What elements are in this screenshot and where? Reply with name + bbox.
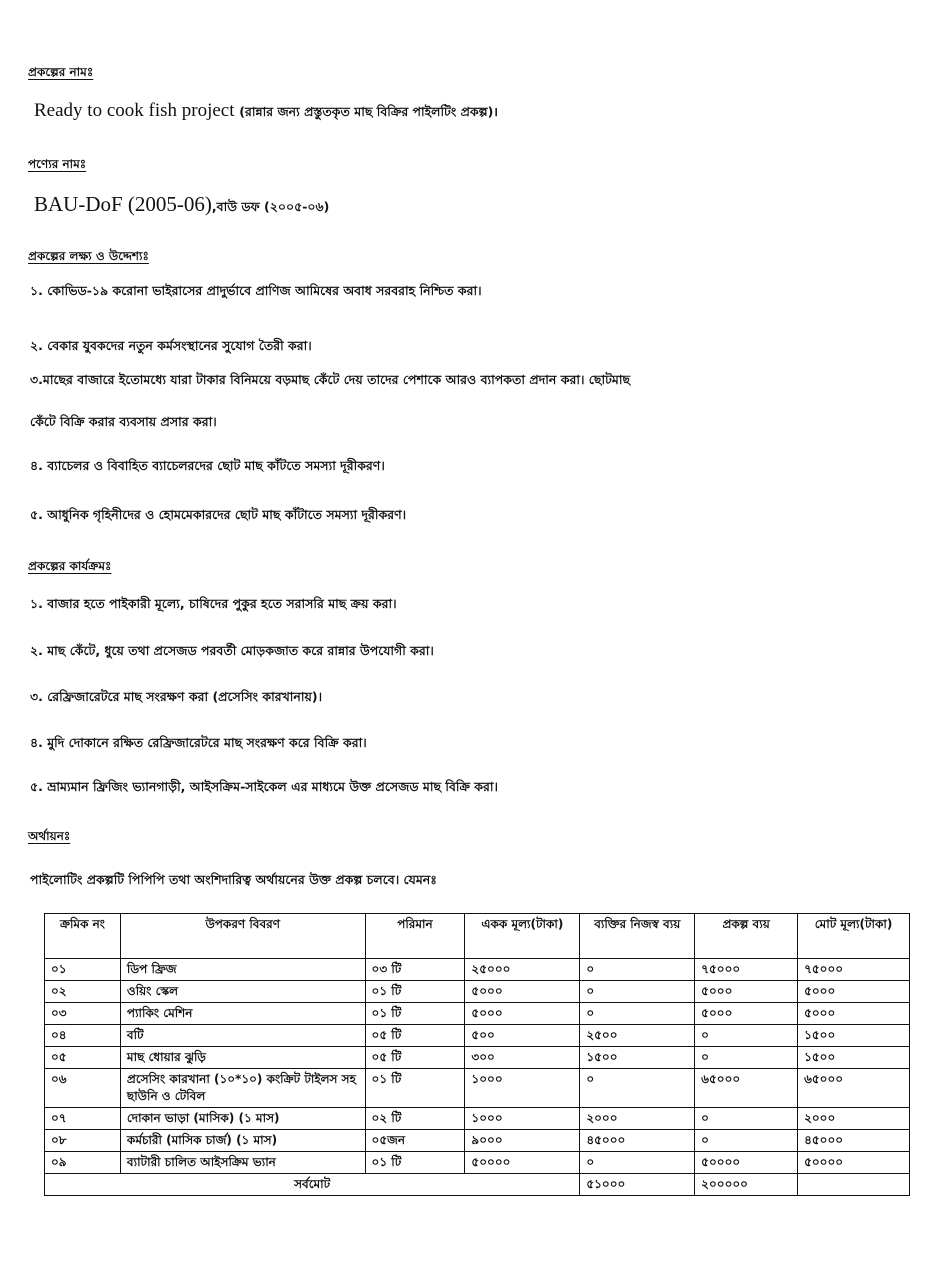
product-name-heading: পণ্যের নামঃ bbox=[28, 157, 87, 171]
cell-total-price: ১৫০০ bbox=[798, 1025, 910, 1047]
cell-project-cost: ৬৫০০০ bbox=[695, 1069, 798, 1108]
product-name-english: BAU-DoF (2005-06) bbox=[34, 192, 212, 216]
activity-item: ৩. রেফ্রিজারেটরে মাছ সংরক্ষণ করা (প্রসেসিং কারখানায়)। bbox=[30, 689, 323, 704]
cell-unit-price: ৯০০০ bbox=[465, 1130, 580, 1152]
cell-project-cost: ৭৫০০০ bbox=[695, 959, 798, 981]
table-row bbox=[45, 1130, 910, 1152]
objective-item-continuation: কেঁটে বিক্রি করার ব্যবসায় প্রসার করা। bbox=[30, 414, 217, 429]
objective-item: ৪. ব্যাচেলর ও বিবাহিত ব্যাচেলরদের ছোট মাছ কাঁটতে সমস্যা দূরীকরণ। bbox=[30, 458, 385, 473]
table-row bbox=[45, 1108, 910, 1130]
cell-unit-price: ১০০০ bbox=[465, 1108, 580, 1130]
cell-own-cost: ০ bbox=[580, 959, 695, 981]
cell-project-cost: ০ bbox=[695, 1025, 798, 1047]
table-row bbox=[45, 1152, 910, 1174]
cell-unit-price: ৩০০ bbox=[465, 1047, 580, 1069]
cell-unit-price: ৫০০০ bbox=[465, 1003, 580, 1025]
cell-project-cost: ৫০০০ bbox=[695, 981, 798, 1003]
activity-item: ৪. মুদি দোকানে রক্ষিত রেফ্রিজারেটরে মাছ সংরক্ষণ করে বিক্রি করা। bbox=[30, 735, 367, 750]
financing-heading: অর্থায়নঃ bbox=[28, 829, 71, 843]
activity-item: ১. বাজার হতে পাইকারী মূল্যে, চাষিদের পুকুর হতে সরাসরি মাছ ক্রয় করা। bbox=[30, 596, 397, 611]
cell-project-cost: ০ bbox=[695, 1108, 798, 1130]
header-quantity: পরিমান bbox=[365, 914, 465, 959]
table-row bbox=[45, 1003, 910, 1025]
financing-text: পাইলোটিং প্রকল্পটি পিপিপি তথা অংশিদারিত্ব অর্থায়নের উক্ত প্রকল্প চলবে। যেমনঃ bbox=[30, 872, 437, 887]
cell-own-cost: ০ bbox=[580, 1152, 695, 1174]
cell-serial: ০৪ bbox=[45, 1025, 121, 1047]
cell-serial: ০২ bbox=[45, 981, 121, 1003]
activity-item: ৫. ভ্রাম্যমান ফ্রিজিং ভ্যানগাড়ী, আইসক্রিম-সাইকেল এর মাধ্যমে উক্ত প্রসেজড মাছ বিক্রি করা। bbox=[30, 779, 499, 794]
cell-total-price: ১৫০০ bbox=[798, 1047, 910, 1069]
product-name-bengali: ,বাউ ডফ (২০০৫-০৬) bbox=[211, 199, 330, 214]
cell-description: বটি bbox=[120, 1025, 365, 1047]
header-own-cost: ব্যক্তির নিজস্ব ব্যয় bbox=[580, 914, 695, 959]
cell-description: ডিপ ফ্রিজ bbox=[120, 959, 365, 981]
cell-project-cost: ৫০০০০ bbox=[695, 1152, 798, 1174]
cell-total-price: ৭৫০০০ bbox=[798, 959, 910, 981]
cell-unit-price: ২৫০০০ bbox=[465, 959, 580, 981]
cell-total-price: ৫০০০ bbox=[798, 981, 910, 1003]
header-description: উপকরণ বিবরণ bbox=[120, 914, 365, 959]
cell-own-cost: ০ bbox=[580, 1003, 695, 1025]
cell-serial: ০৬ bbox=[45, 1069, 121, 1108]
cell-unit-price: ৫০০০ bbox=[465, 981, 580, 1003]
total-label: সর্বমোট bbox=[45, 1174, 580, 1196]
cell-own-cost: ১৫০০ bbox=[580, 1047, 695, 1069]
objective-item: ১. কোভিড-১৯ করোনা ভাইরাসের প্রাদুর্ভাবে প্রাণিজ আমিষের অবাধ সরবরাহ নিশ্চিত করা। bbox=[30, 283, 482, 298]
header-total-price: মোট মূল্য(টাকা) bbox=[798, 914, 910, 959]
cell-quantity: ০১ টি bbox=[365, 1152, 465, 1174]
cell-description: কর্মচারী (মাসিক চার্জ) (১ মাস) bbox=[120, 1130, 365, 1152]
cell-total-price: ৪৫০০০ bbox=[798, 1130, 910, 1152]
table-header-row bbox=[45, 914, 910, 959]
cell-project-cost: ০ bbox=[695, 1130, 798, 1152]
total-own-cost: ৫১০০০ bbox=[580, 1174, 695, 1196]
cell-quantity: ০১ টি bbox=[365, 1069, 465, 1108]
budget-table bbox=[44, 913, 910, 1196]
header-unit-price: একক মূল্য(টাকা) bbox=[465, 914, 580, 959]
cell-total-price: ৬৫০০০ bbox=[798, 1069, 910, 1108]
cell-quantity: ০২ টি bbox=[365, 1108, 465, 1130]
cell-own-cost: ২০০০ bbox=[580, 1108, 695, 1130]
cell-description: ওয়িং স্কেল bbox=[120, 981, 365, 1003]
cell-description: দোকান ভাড়া (মাসিক) (১ মাস) bbox=[120, 1108, 365, 1130]
cell-project-cost: ৫০০০ bbox=[695, 1003, 798, 1025]
cell-total-price: ৫০০০ bbox=[798, 1003, 910, 1025]
cell-serial: ০১ bbox=[45, 959, 121, 981]
project-name-heading: প্রকল্পের নামঃ bbox=[28, 65, 94, 79]
project-name-bengali: (রান্নার জন্য প্রস্তুতকৃত মাছ বিক্রির পাইলটিং প্রকল্প)। bbox=[239, 104, 499, 119]
cell-serial: ০৯ bbox=[45, 1152, 121, 1174]
cell-description: প্রসেসিং কারখানা (১০*১০) কংক্রিট টাইলস সহ ছাউনি ও টেবিল bbox=[120, 1069, 365, 1108]
cell-quantity: ০১ টি bbox=[365, 1003, 465, 1025]
cell-total-price: ২০০০ bbox=[798, 1108, 910, 1130]
cell-unit-price: ১০০০ bbox=[465, 1069, 580, 1108]
table-row bbox=[45, 959, 910, 981]
cell-serial: ০৮ bbox=[45, 1130, 121, 1152]
project-name-english: Ready to cook fish project bbox=[34, 100, 235, 121]
table-row bbox=[45, 1025, 910, 1047]
product-name bbox=[34, 192, 329, 219]
cell-own-cost: ০ bbox=[580, 1069, 695, 1108]
total-project-cost: ২০০০০০ bbox=[695, 1174, 798, 1196]
table-row bbox=[45, 1069, 910, 1108]
cell-unit-price: ৫০০০০ bbox=[465, 1152, 580, 1174]
cell-serial: ০৫ bbox=[45, 1047, 121, 1069]
cell-serial: ০৩ bbox=[45, 1003, 121, 1025]
total-grand-total bbox=[798, 1174, 910, 1196]
activities-heading: প্রকল্পের কার্যক্রমঃ bbox=[28, 559, 112, 573]
cell-quantity: ০৫জন bbox=[365, 1130, 465, 1152]
cell-total-price: ৫০০০০ bbox=[798, 1152, 910, 1174]
project-name bbox=[34, 100, 498, 124]
objective-item: ৩.মাছের বাজারে ইতোমধ্যে যারা টাকার বিনিময়ে বড়মাছ কেঁটে দেয় তাদের পেশাকে আরও ব্যাপকতা প্রদান করা। ছোটমাছ bbox=[30, 372, 631, 387]
cell-own-cost: ২৫০০ bbox=[580, 1025, 695, 1047]
cell-own-cost: ০ bbox=[580, 981, 695, 1003]
activity-item: ২. মাছ কেঁটে, ধুয়ে তথা প্রসেজড পরবর্তী মোড়কজাত করে রান্নার উপযোগী করা। bbox=[30, 643, 434, 658]
cell-description: ব্যাটারী চালিত আইসক্রিম ভ্যান bbox=[120, 1152, 365, 1174]
table-row bbox=[45, 1047, 910, 1069]
cell-own-cost: ৪৫০০০ bbox=[580, 1130, 695, 1152]
objectives-heading: প্রকল্পের লক্ষ্য ও উদ্দেশ্যঃ bbox=[28, 249, 149, 263]
cell-project-cost: ০ bbox=[695, 1047, 798, 1069]
header-project-cost: প্রকল্প ব্যয় bbox=[695, 914, 798, 959]
header-serial: ক্রমিক নং bbox=[45, 914, 121, 959]
cell-quantity: ০৫ টি bbox=[365, 1047, 465, 1069]
cell-description: মাছ ধোয়ার ঝুড়ি bbox=[120, 1047, 365, 1069]
cell-quantity: ০১ টি bbox=[365, 981, 465, 1003]
objective-item: ৫. আধুনিক গৃহিনীদের ও হোমমেকারদের ছোট মাছ কাঁটাতে সমস্যা দূরীকরণ। bbox=[30, 507, 407, 522]
cell-serial: ০৭ bbox=[45, 1108, 121, 1130]
table-row bbox=[45, 981, 910, 1003]
cell-quantity: ০৩ টি bbox=[365, 959, 465, 981]
objective-item: ২. বেকার যুবকদের নতুন কর্মসংস্থানের সুযোগ তৈরী করা। bbox=[30, 338, 312, 353]
cell-description: প্যাকিং মেশিন bbox=[120, 1003, 365, 1025]
table-total-row bbox=[45, 1174, 910, 1196]
cell-quantity: ০৫ টি bbox=[365, 1025, 465, 1047]
cell-unit-price: ৫০০ bbox=[465, 1025, 580, 1047]
